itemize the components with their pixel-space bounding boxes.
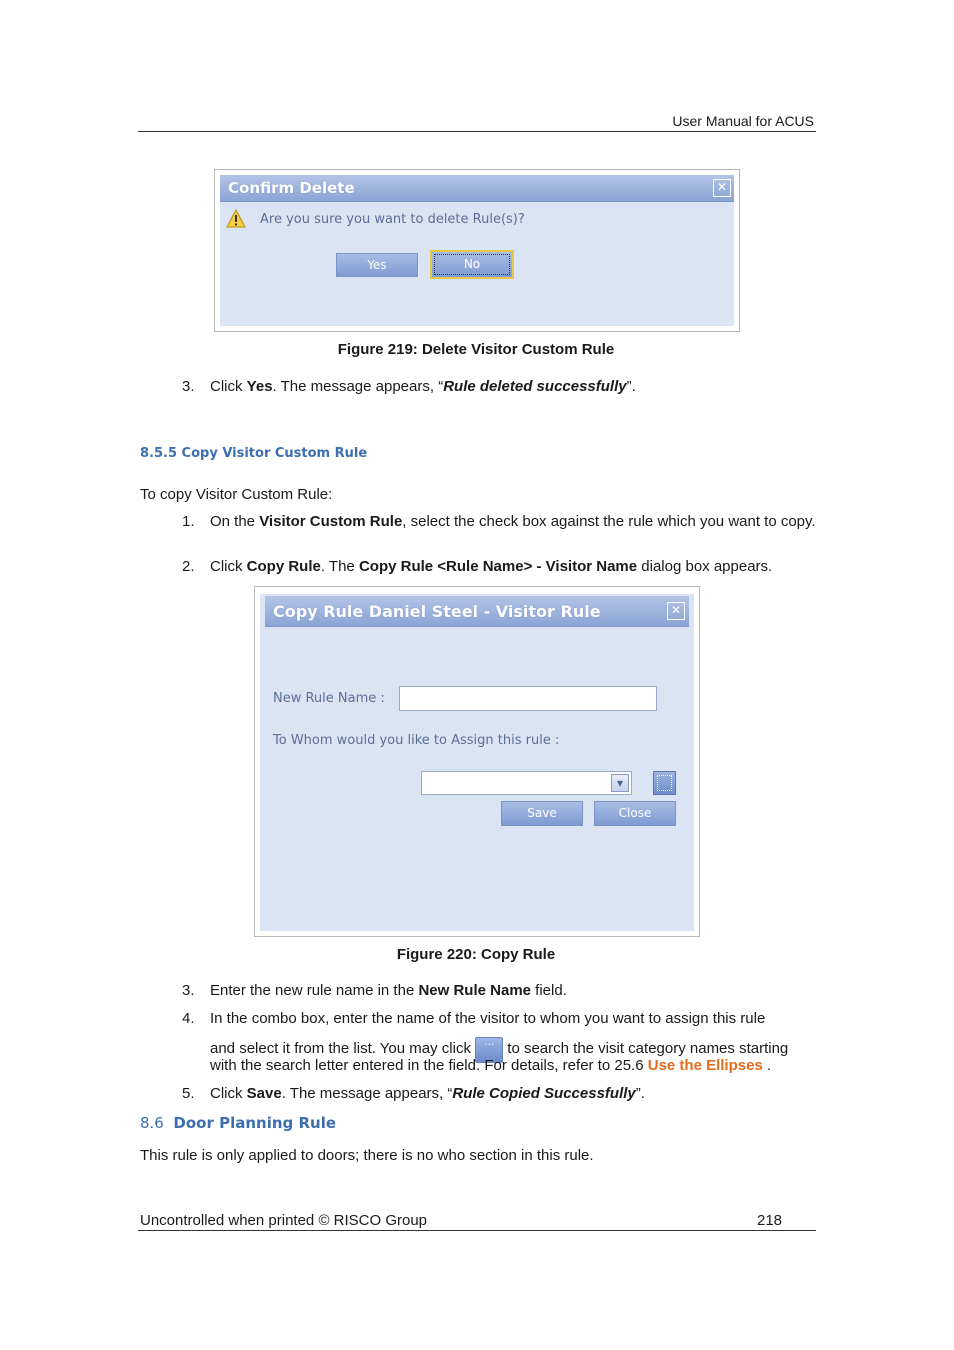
- footer-rule: [138, 1230, 816, 1231]
- step-4-line-1: In the combo box, enter the name of the visitor to whom you want to assign this rule: [210, 1010, 766, 1027]
- step-5: [210, 1085, 816, 1103]
- confirm-message: Are you sure you want to delete Rule(s)?: [260, 212, 525, 227]
- ellipsis-search-button[interactable]: [653, 771, 676, 795]
- no-button[interactable]: [430, 250, 514, 279]
- text: Click: [210, 1085, 247, 1102]
- step-number: 3.: [182, 378, 195, 395]
- new-rule-name-input[interactable]: [399, 686, 657, 711]
- close-button[interactable]: Close: [594, 801, 676, 826]
- text: and select it from the list. You may click: [210, 1040, 476, 1057]
- text: On the: [210, 513, 260, 530]
- section-heading-8-5-5: 8.5.5 Copy Visitor Custom Rule: [140, 446, 368, 461]
- text: , select the check box against the rule which you want to copy.: [402, 513, 816, 530]
- chevron-down-icon[interactable]: ▾: [611, 774, 629, 792]
- visitor-combo-box[interactable]: [421, 771, 632, 795]
- text: ”.: [635, 1085, 645, 1102]
- close-icon[interactable]: ✕: [713, 179, 731, 197]
- header-rule: [138, 131, 816, 132]
- step-number: 1.: [182, 513, 195, 530]
- text: . The: [320, 558, 359, 575]
- bold-text: Copy Rule <Rule Name> - Visitor Name: [358, 558, 638, 575]
- text: . The message appears, “: [272, 378, 444, 395]
- no-button-label: No: [434, 254, 510, 275]
- section-number: 8.6: [140, 1114, 164, 1132]
- save-button[interactable]: Save: [501, 801, 583, 826]
- bold-text: Visitor Custom Rule: [259, 513, 403, 530]
- bold-text: Copy Rule: [246, 558, 321, 575]
- ellipsis-icon: ···: [475, 1037, 503, 1063]
- message-text: Rule deleted successfully: [443, 378, 627, 395]
- text: with the search letter entered in the field. For details, refer to 25.6: [210, 1057, 648, 1074]
- copy-rule-figure: [254, 586, 700, 937]
- intro-text: To copy Visitor Custom Rule:: [140, 486, 333, 503]
- dialog-title-bar: [265, 596, 689, 627]
- assign-whom-label: To Whom would you like to Assign this rule :: [273, 733, 560, 748]
- new-rule-name-label: New Rule Name :: [273, 691, 385, 706]
- text: .: [762, 1057, 772, 1074]
- step-3-delete: [210, 378, 816, 396]
- confirm-delete-dialog: [220, 175, 734, 326]
- bold-text: Save: [246, 1085, 282, 1102]
- warning-icon: [226, 209, 246, 229]
- footer-copyright: Uncontrolled when printed © RISCO Group: [140, 1212, 428, 1229]
- text: . The message appears, “: [281, 1085, 453, 1102]
- step-number: 3.: [182, 982, 195, 999]
- use-the-ellipses-link[interactable]: Use the Ellipses: [647, 1057, 763, 1074]
- door-rule-text: This rule is only applied to doors; there is no who section in this rule.: [140, 1147, 594, 1164]
- text: ”.: [626, 378, 636, 395]
- copy-rule-dialog: [260, 594, 694, 931]
- message-text: Rule Copied Successfully: [452, 1085, 636, 1102]
- text: to search the visit category names starting: [503, 1040, 789, 1057]
- close-icon[interactable]: ✕: [667, 602, 685, 620]
- text: Click: [210, 558, 247, 575]
- step-3-copy: [210, 982, 816, 1000]
- step-number: 5.: [182, 1085, 195, 1102]
- step-1: [210, 513, 816, 531]
- running-header: User Manual for ACUS: [672, 113, 814, 129]
- page-number: 218: [757, 1212, 783, 1229]
- confirm-delete-figure: [214, 169, 740, 332]
- bold-text: Yes: [246, 378, 273, 395]
- bold-text: New Rule Name: [418, 982, 532, 999]
- figure-219-caption: Figure 219: Delete Visitor Custom Rule: [337, 341, 615, 358]
- section-heading-8-6: [140, 1114, 336, 1132]
- figure-220-caption: Figure 220: Copy Rule: [396, 946, 556, 963]
- dialog-title-bar: [220, 175, 734, 202]
- text: Enter the new rule name in the: [210, 982, 419, 999]
- step-4-line-3: [210, 1057, 816, 1075]
- dialog-title: Copy Rule Daniel Steel - Visitor Rule: [273, 602, 601, 621]
- yes-button[interactable]: Yes: [336, 253, 418, 277]
- dialog-title: Confirm Delete: [228, 179, 355, 197]
- text: field.: [531, 982, 567, 999]
- step-2: [210, 558, 816, 576]
- text: dialog box appears.: [637, 558, 773, 575]
- text: Click: [210, 378, 247, 395]
- section-title: Door Planning Rule: [173, 1114, 337, 1132]
- step-number: 2.: [182, 558, 195, 575]
- step-number: 4.: [182, 1010, 195, 1027]
